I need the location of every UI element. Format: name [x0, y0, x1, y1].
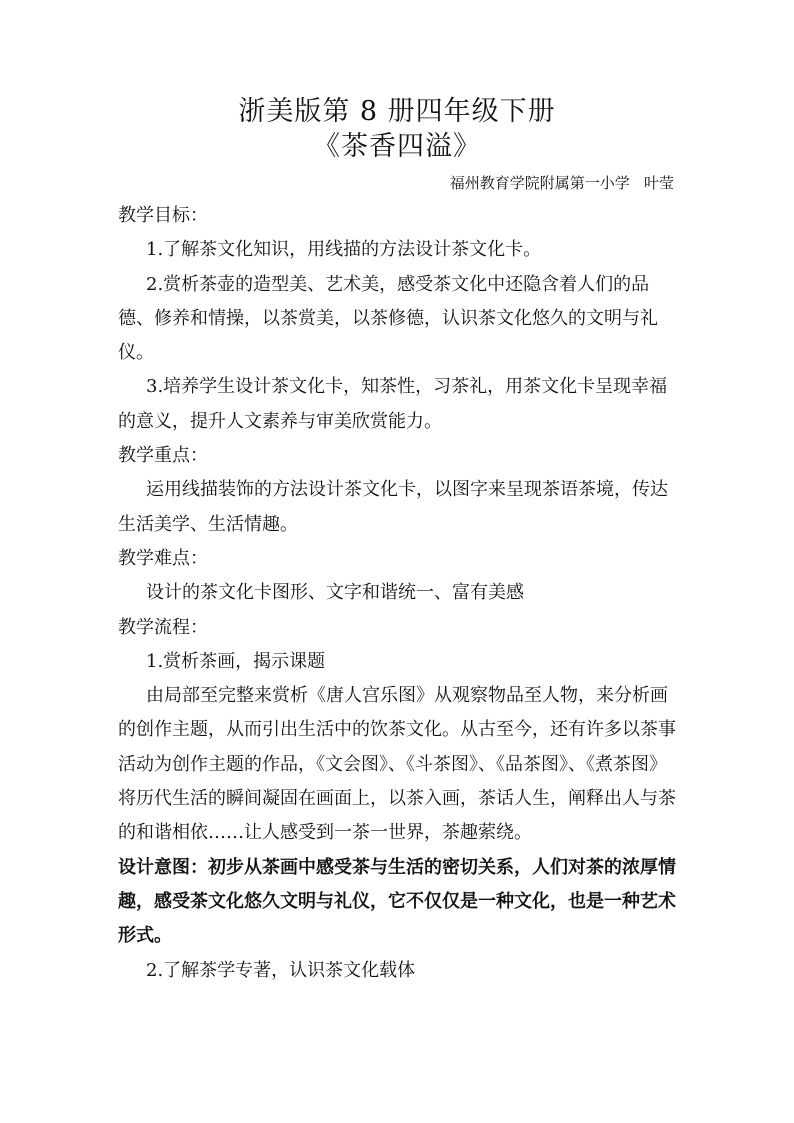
paragraph: 由局部至完整来赏析《唐人宫乐图》从观察物品至人物，来分析画的创作主题，从而引出生活中的饮茶文化。从古至今，还有许多以茶事活动为创作主题的作品，《文会图》、《斗茶图》、《品茶图》、《煮茶图》将历代生活的瞬间凝固在画面上，以茶入画，茶话人生，阐释出人与茶的和谐相依……让人感受到一茶一世界，茶趣萦绕。 — [118, 685, 676, 844]
document-body — [118, 199, 678, 988]
process-step: 1.赏析茶画，揭示课题 — [146, 650, 326, 672]
document-title: 浙美版第 8 册四年级下册 — [238, 96, 556, 127]
paragraph: 运用线描装饰的方法设计茶文化卡，以图字来呈现茶语茶境，传达生活美学、生活情趣。 — [118, 479, 668, 535]
section-heading-difficulties: 教学难点： — [118, 547, 208, 569]
section-heading-key-points: 教学重点： — [118, 445, 208, 467]
objective-item: 1.了解茶文化知识，用线描的方法设计茶文化卡。 — [146, 239, 542, 261]
process-step: 2.了解茶学专著，认识茶文化载体 — [146, 959, 416, 981]
objective-item: 3.培养学生设计茶文化卡，知茶性，习茶礼，用茶文化卡呈现幸福的意义，提升人文素养与审美欣赏能力。 — [118, 376, 668, 432]
objective-item: 2.赏析茶壶的造型美、艺术美，感受茶文化中还隐含着人们的品德、修养和情操，以茶赏美，以茶修德，认识茶文化悠久的文明与礼仪。 — [118, 273, 658, 364]
design-intent: 设计意图：初步从茶画中感受茶与生活的密切关系，人们对茶的浓厚情趣，感受茶文化悠久文明与礼仪，它不仅仅是一种文化，也是一种艺术形式。 — [118, 856, 676, 947]
document-subtitle: 《茶香四溢》 — [313, 131, 481, 162]
section-heading-objectives: 教学目标： — [118, 205, 208, 226]
author-line: 福州教育学院附属第一小学 叶莹 — [449, 174, 674, 192]
section-heading-process: 教学流程： — [118, 616, 208, 638]
paragraph: 设计的茶文化卡图形、文字和谐统一、富有美感 — [146, 582, 524, 604]
